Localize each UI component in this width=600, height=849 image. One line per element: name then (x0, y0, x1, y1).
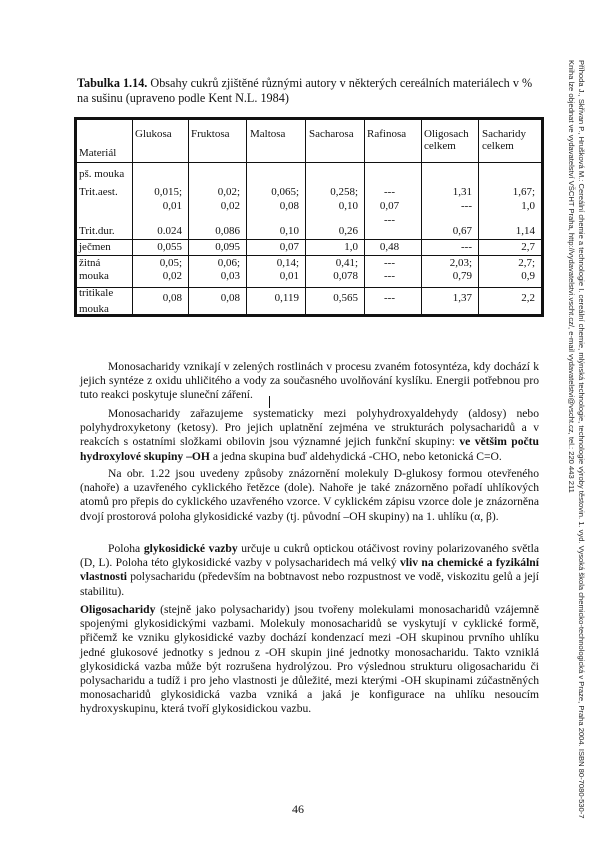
table-header: Maltosa (250, 128, 286, 140)
table-divider (132, 120, 133, 315)
table-cell: 0,015; (154, 186, 182, 198)
table-cell: 0,055 (157, 241, 182, 253)
table-header: Rafinosa (367, 128, 407, 140)
table-cell: 0,565 (333, 292, 358, 304)
table-cell: 0,06; (217, 257, 240, 269)
page-number: 46 (292, 802, 304, 816)
table-divider (305, 120, 306, 315)
table-cell: 0,01 (279, 270, 299, 282)
table-cell: 1,67; (512, 186, 535, 198)
table-header: Glukosa (135, 128, 172, 140)
table-header: Oligosach celkem (424, 128, 469, 152)
paragraph-text: (stejně jako polysacharidy) jsou tvořeny molekulami monosacharidů vzájemně spojenými glykosidickými vazbami. Molekuly monosacharidů se vyskytují v cyklické formě, přičemž ke vzniku glykosidické vazby dochází kondenzací mezi -OH skupinou prvního uhlíku jedné glukosové jednotky s jednou z -OH skupin jiné jednotky monosacharidu. Takto vzniklá glykosidická vazba může být rozrušena hydrolýzou. Pro výslednou strukturu oligosacharidu či polysacharidu a tudíž i pro jeho vlastnosti je důležité, mezi kterými -OH skupinami zúčastněných monosacharidů glykosidická vazba vzniká a jaká je konfigurace na uhlíku nesoucím hydroxyskupinu, která tvoří glykosidickou vazbu. (80, 603, 539, 716)
table-header: Sacharosa (309, 128, 354, 140)
table-cell: --- (384, 214, 395, 226)
table-cell: 0,08 (279, 200, 299, 212)
paragraph-text: Monosacharidy vznikají v zelených rostlinách v procesu zvaném fotosyntéza, kdy dochází k jejich syntéze z oxidu uhličitého a vody za současného uvolňování kyslíku. Energii potřebnou pro tuto reakci poskytuje sluneční záření. (80, 360, 539, 402)
table-cell: 0,14; (276, 257, 299, 269)
paragraph-bold: ve většim počtu hydroxylové skupiny –OH (80, 435, 539, 463)
paragraph-text: polysacharidu (především na bobtnavost nebo rozpustnost ve vodě, viskozitu gelů a její stabilitu). (80, 570, 539, 598)
table-cell: 0,03 (220, 270, 240, 282)
paragraph-text: a jedna skupina buď aldehydická -CHO, nebo ketonická C=O. (209, 449, 502, 463)
table-cell: 1,31 (452, 186, 472, 198)
table-cell: 0,26 (338, 225, 358, 237)
table-divider (478, 120, 479, 315)
table-cell: --- (384, 186, 395, 198)
paragraph (80, 603, 539, 717)
paragraph-bold: vliv na chemické a fyzikální vlastnosti (80, 556, 539, 584)
table-caption (77, 76, 539, 106)
table-cell: --- (384, 270, 395, 282)
paragraph-bold: Oligosacharidy (80, 603, 156, 616)
table-header: Fruktosa (191, 128, 230, 140)
table-cell: 0,078 (333, 270, 358, 282)
table-cell: 0,07 (279, 241, 299, 253)
table-cell: --- (384, 292, 395, 304)
table-cell-material: Trit.dur. (79, 225, 115, 237)
table-cell: --- (461, 200, 472, 212)
table-cell: 1,37 (452, 292, 472, 304)
table-cell: 1,0 (344, 241, 358, 253)
table-cell: 0,10 (338, 200, 358, 212)
caption-label: Tabulka 1.14. (77, 76, 148, 90)
table-cell: 0,05; (159, 257, 182, 269)
table-cell: 0,119 (274, 292, 299, 304)
text-cursor (269, 396, 270, 408)
paragraph (80, 467, 539, 524)
table-cell: 0,258; (330, 186, 358, 198)
table-cell: 0.024 (157, 225, 182, 237)
table-divider (246, 120, 247, 315)
table-cell: 0,08 (220, 292, 240, 304)
paragraph-text: Monosacharidy zařazujeme systematicky mezi polyhydroxyaldehydy (aldosy) nebo polyhydroxyketony (ketosy). Pro jejich uplatnění zejména ve strukturách polysacharidů a v reakcích s ostatními složkami obilovin jsou významné jejich funkční skupiny: (80, 407, 539, 449)
table-cell: 0,10 (279, 225, 299, 237)
table-cell: 0,08 (162, 292, 182, 304)
table-cell: 0,48 (379, 241, 400, 253)
table-divider (188, 120, 189, 315)
table-cell: 2,7 (521, 241, 535, 253)
table-cell-material: ječmen (79, 241, 111, 253)
table-cell: 1,0 (521, 200, 535, 212)
table-cell-material: mouka (79, 270, 109, 282)
paragraph-bold: glykosidické vazby (143, 542, 238, 555)
table-cell: 0,9 (521, 270, 535, 282)
table-cell: 0,07 (379, 200, 400, 212)
table-cell: --- (384, 257, 395, 269)
table-cell: 0,41; (335, 257, 358, 269)
paragraph (80, 407, 539, 464)
table-rule (77, 239, 541, 240)
table-cell-material: mouka (79, 303, 109, 315)
side-note-line: Příhoda J., Skřivan P., Hrušková M.: Cereální chemie a technologie I. cereální chemie, mlýnská technologie, technologie výroby těstovin. 1. vyd. Vysoká škola chemicko-technologická v Praze, Praha 2004. ISBN 80-7080-530-7 (577, 60, 586, 819)
paragraph-text: určuje u cukrů optickou otáčivost roviny polarizovaného světla (D, L). Poloha této glykosidické vazby v polysacharidech má velký (80, 542, 539, 570)
table-cell: 0,02 (162, 270, 182, 282)
paragraph (80, 542, 539, 599)
table-header: Materiál (79, 147, 117, 159)
table-cell: 0,086 (215, 225, 240, 237)
caption-text: Obsahy cukrů zjištěné různými autory v některých cereálních materiálech v % na sušinu (upraveno podle Kent N.L. 1984) (77, 76, 533, 105)
table-cell: 0,095 (215, 241, 240, 253)
table-divider (421, 120, 422, 315)
table-cell: 2,03; (449, 257, 472, 269)
table-cell: --- (461, 241, 472, 253)
table-cell-material: žitná (79, 257, 101, 269)
table-cell: 0,67 (452, 225, 472, 237)
table-cell-material: tritikale (79, 287, 114, 299)
table-rule (77, 162, 541, 163)
side-note (566, 60, 586, 840)
table-cell-material: Trit.aest. (79, 186, 118, 198)
paragraph-text: Poloha (108, 542, 144, 555)
table-cell: 0,02; (217, 186, 240, 198)
table-cell-material: pš. mouka (79, 168, 125, 180)
table-cell: 0,01 (162, 200, 182, 212)
table-cell: 0,065; (271, 186, 299, 198)
table-cell: 0,79 (452, 270, 472, 282)
table-cell: 0,02 (220, 200, 240, 212)
table-rule (77, 287, 541, 288)
paragraph-text: Na obr. 1.22 jsou uvedeny způsoby znázornění molekuly D-glukosy formou otevřeného (nahoře) a uzavřeného cyklického řetězce (dole). Nahoře je také znázorněno pořadí uhlíkových atomů pro přepis do cyklického uzavřeného vzorce. V cyklickém zápisu vzorce dole je znázorněna dvojí prostorová poloha glykosidické vazby (tj. původní –OH skupiny) na 1. uhlíku (α, β). (80, 467, 539, 523)
side-note-line: Kniha lze objednat ve vydavatelství VŠCHT Praha, http://vydavatelstvi.vscht.cz/, e-mail vydavatelstvi@vscht.cz, tel.: 220 443 211 (567, 60, 576, 493)
table-rule (77, 255, 541, 256)
table-cell: 2,7; (518, 257, 535, 269)
table-cell: 1,14 (515, 225, 535, 237)
table-header: Sacharidy celkem (482, 128, 526, 152)
paragraph (80, 360, 539, 403)
table-cell: 2,2 (521, 292, 535, 304)
